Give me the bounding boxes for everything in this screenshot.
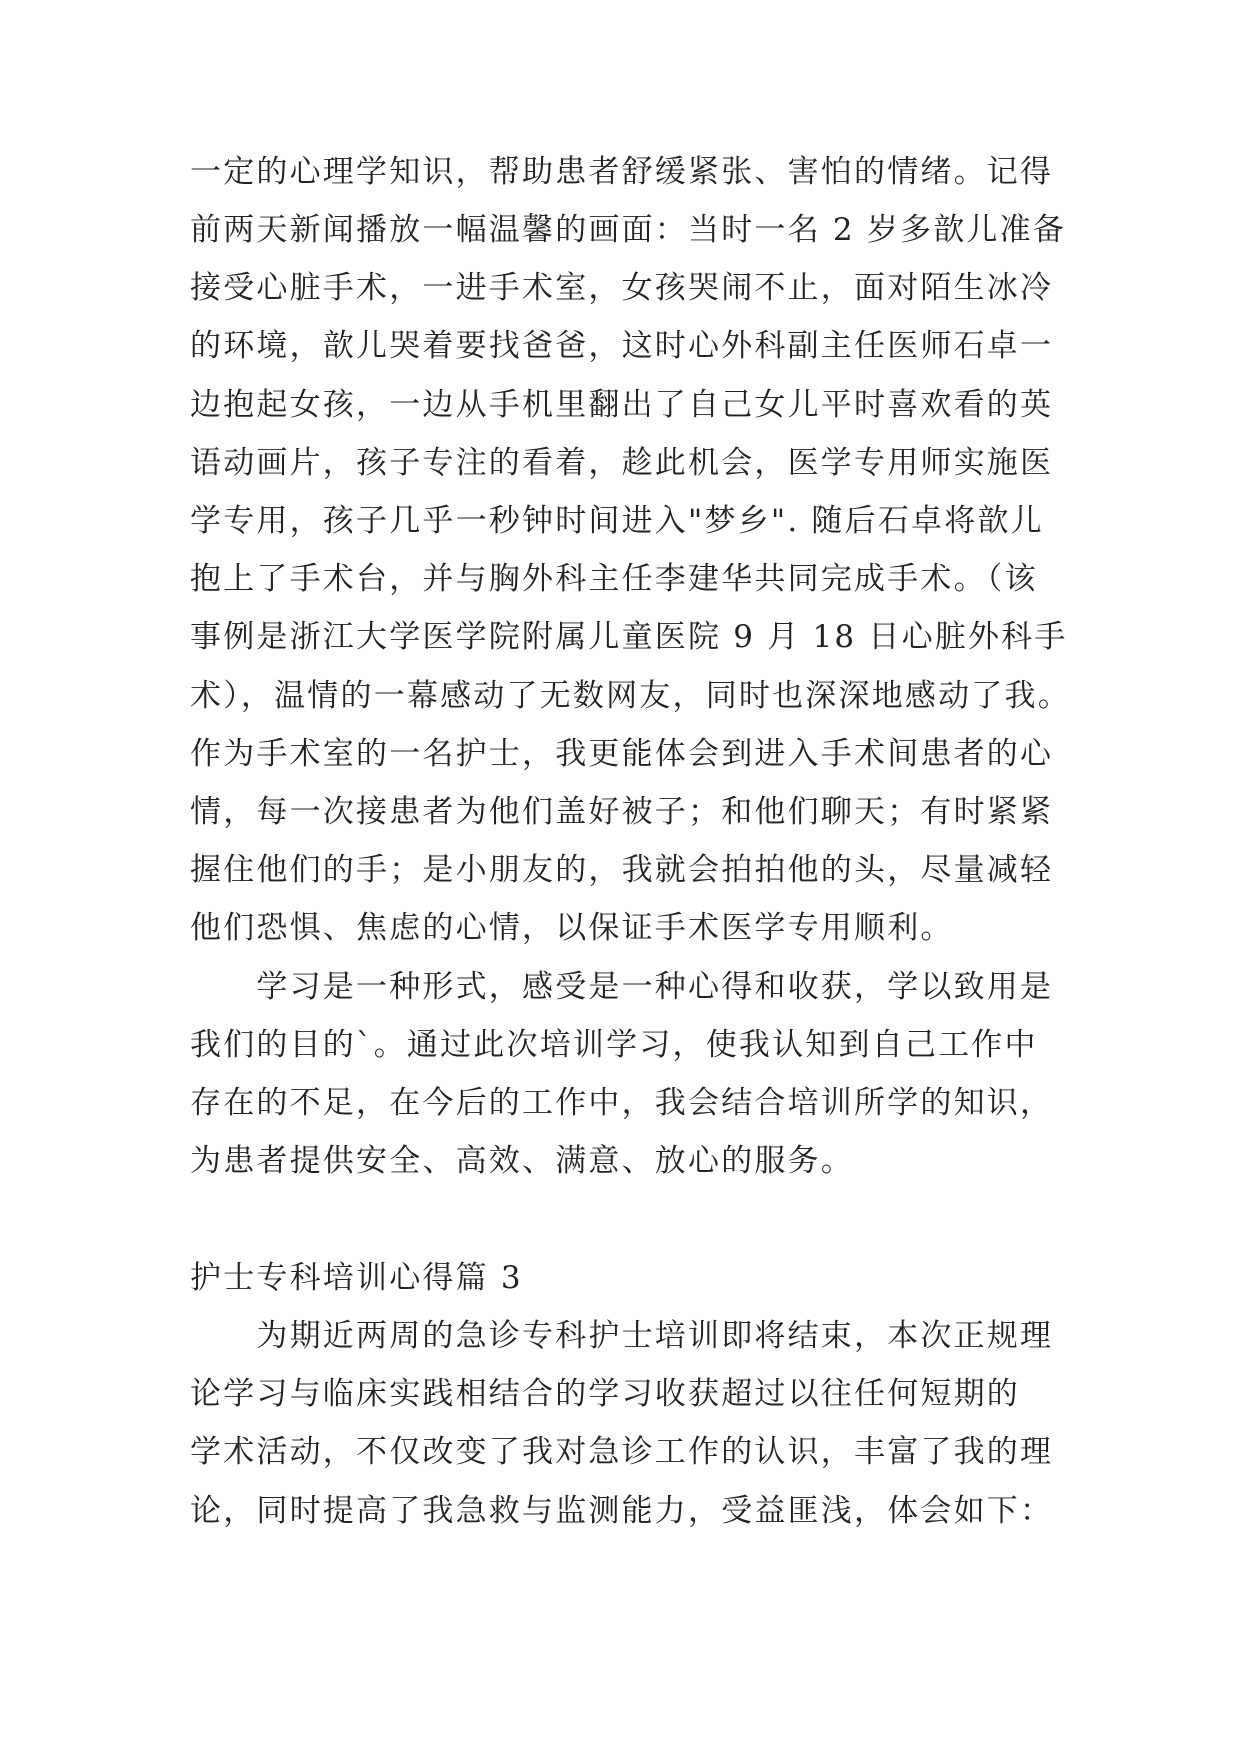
text-line: 为期近两周的急诊专科护士培训即将结束，本次正规理 [190, 1318, 1054, 1354]
text-line: 边抱起女孩，一边从手机里翻出了自己女儿平时喜欢看的英 [190, 387, 1054, 423]
text-line: 接受心脏手术，一进手术室，女孩哭闹不止，面对陌生冰冷 [190, 270, 1054, 306]
text-line: 为患者提供安全、高效、满意、放心的服务。 [190, 1143, 854, 1179]
text-line: 学术活动，不仅改变了我对急诊工作的认识，丰富了我的理 [190, 1434, 1054, 1470]
text-line: 学专用，孩子几乎一秒钟时间进入"梦乡". 随后石卓将歆儿 [190, 503, 1044, 539]
text-line: 他们恐惧、焦虑的心情，以保证手术医学专用顺利。 [190, 910, 954, 946]
text-line: 前两天新闻播放一幅温馨的画面：当时一名 2 岁多歆儿准备 [190, 212, 1067, 248]
section-heading: 护士专科培训心得篇 3 [190, 1260, 523, 1296]
text-line: 我们的目的`。通过此次培训学习，使我认知到自己工作中 [190, 1027, 1038, 1063]
text-line: 学习是一种形式，感受是一种心得和收获，学以致用是 [190, 969, 1054, 1005]
text-line: 论，同时提高了我急救与监测能力，受益匪浅，体会如下： [190, 1493, 1054, 1529]
text-line: 握住他们的手；是小朋友的，我就会拍拍他的头，尽量减轻 [190, 852, 1054, 888]
text-line: 语动画片，孩子专注的看着，趁此机会，医学专用师实施医 [190, 445, 1054, 481]
text-line: 的环境，歆儿哭着要找爸爸，这时心外科副主任医师石卓一 [190, 328, 1054, 364]
text-line: 一定的心理学知识，帮助患者舒缓紧张、害怕的情绪。记得 [190, 154, 1054, 190]
text-line: 术），温情的一幕感动了无数网友，同时也深深地感动了我。 [190, 678, 1071, 714]
text-line: 情，每一次接患者为他们盖好被子；和他们聊天；有时紧紧 [190, 794, 1054, 830]
text-line: 抱上了手术台，并与胸外科主任李建华共同完成手术。（该 [190, 561, 1038, 597]
text-line: 事例是浙江大学医学院附属儿童医院 9 月 18 日心脏外科手 [190, 619, 1068, 655]
text-line: 存在的不足，在今后的工作中，我会结合培训所学的知识， [190, 1085, 1054, 1121]
text-line: 作为手术室的一名护士，我更能体会到进入手术间患者的心 [190, 736, 1054, 772]
text-line: 论学习与临床实践相结合的学习收获超过以往任何短期的 [190, 1376, 1020, 1412]
